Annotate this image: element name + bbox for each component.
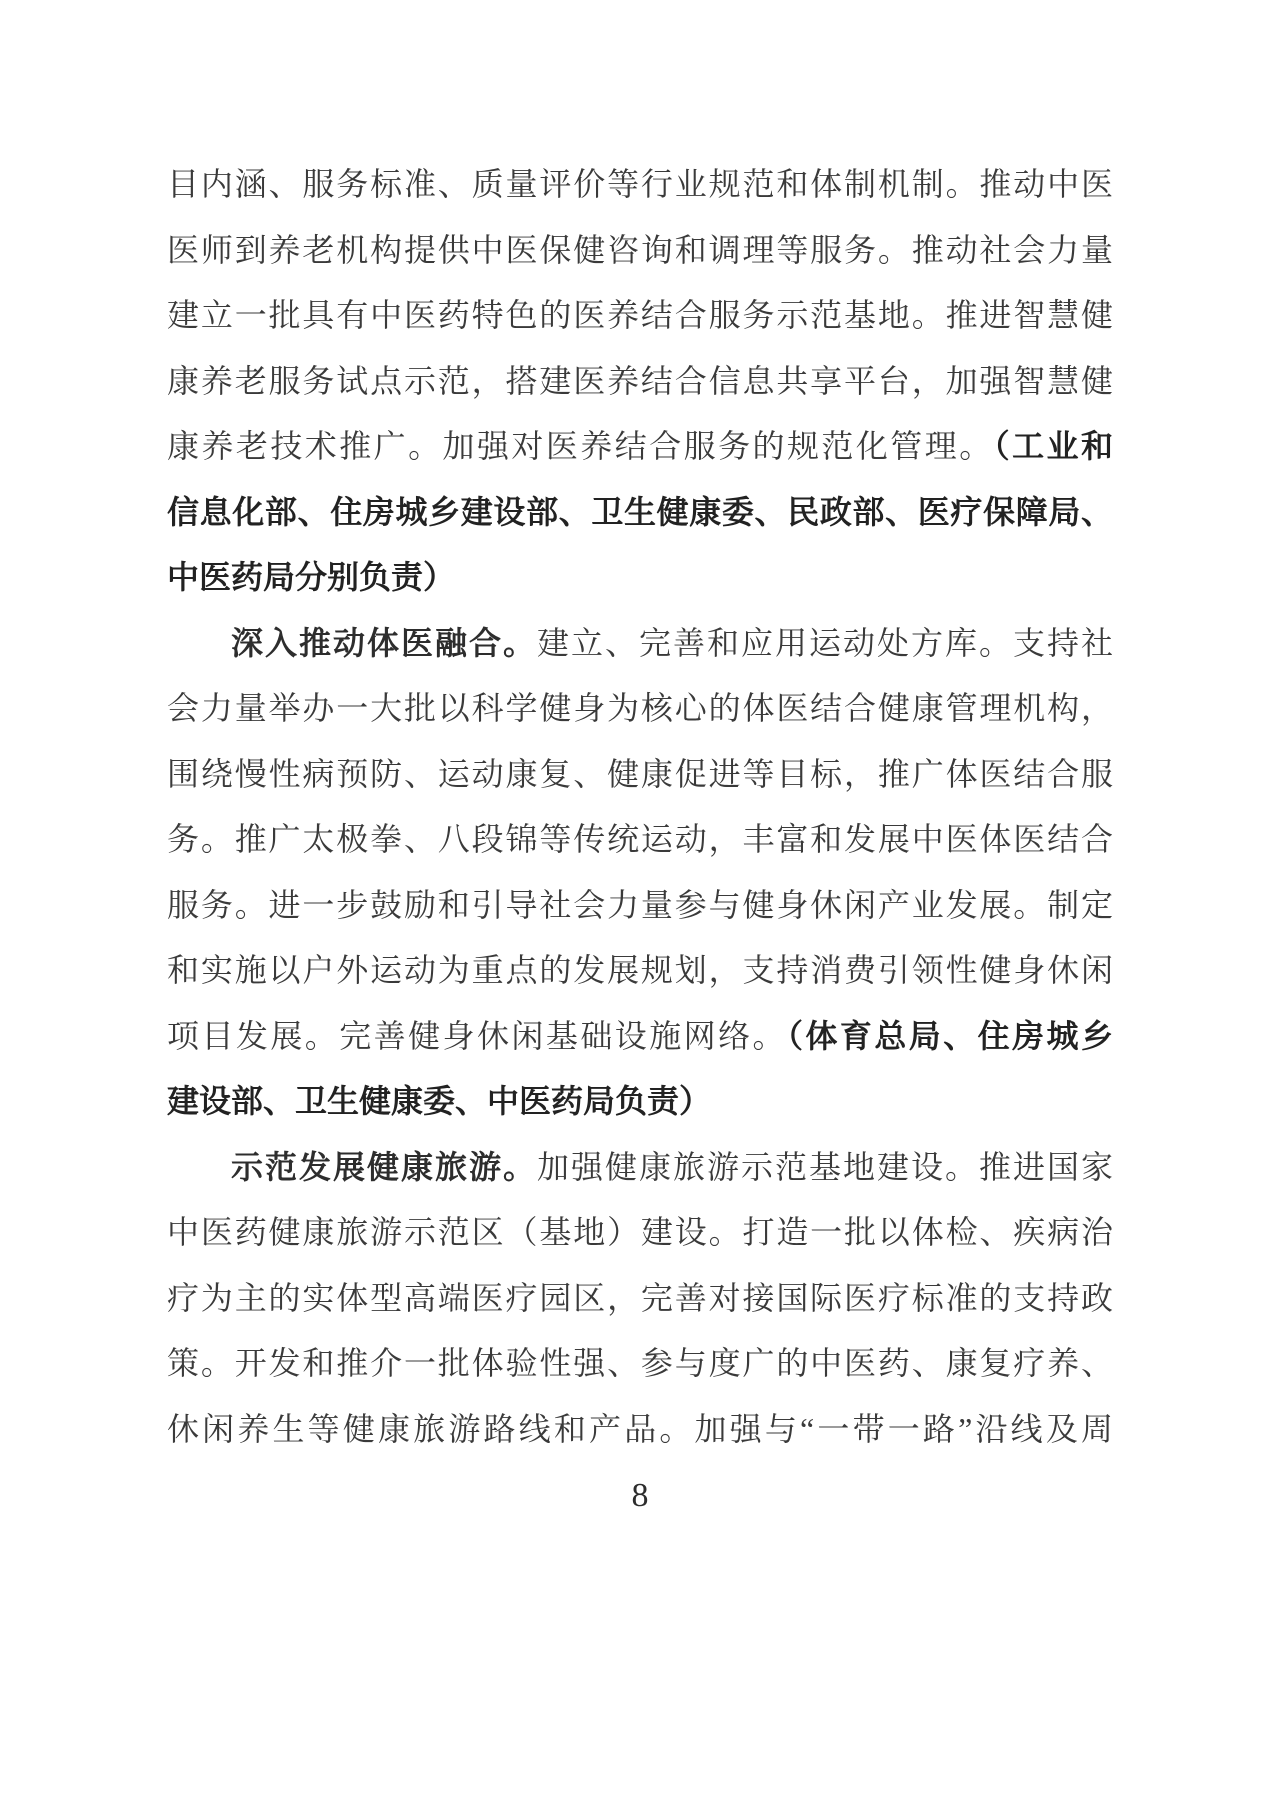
text-segment: 休闲养生等健康旅游路线和产品。加强与“一带一路”沿线及周 [167,1410,1113,1447]
text-segment: 疗为主的实体型高端医疗园区，完善对接国际医疗标准的支持政 [167,1279,1113,1316]
page-number: 8 [631,1477,649,1514]
text-line [167,1135,1113,1201]
text-line [167,218,1113,284]
text-block [167,152,1113,1462]
text-segment: 建立一批具有中医药特色的医养结合服务示范基地。推进智慧健 [167,297,1113,333]
text-segment: 和实施以户外运动为重点的发展规划，支持消费引领性健身休闲 [167,952,1113,988]
text-segment: 目内涵、服务标准、质量评价等行业规范和体制机制。推动中医 [167,166,1113,202]
text-segment: 深入推动体医融合。 [231,624,537,661]
text-line [167,1069,1113,1135]
text-line [167,742,1113,808]
text-line [167,480,1113,546]
text-line [167,676,1113,742]
text-segment: 中医药健康旅游示范区（基地）建设。打造一批以体检、疾病治 [167,1214,1113,1250]
text-segment: 信息化部、住房城乡建设部、卫生健康委、民政部、医疗保障局、 [167,493,1113,530]
text-segment: 建设部、卫生健康委、中医药局负责） [167,1083,712,1119]
text-segment: 围绕慢性病预防、运动康复、健康促进等目标，推广体医结合服 [167,755,1113,792]
text-segment: 会力量举办一大批以科学健身为核心的体医结合健康管理机构， [167,690,1113,726]
text-line [167,152,1113,218]
text-line [167,807,1113,873]
text-line [167,1397,1113,1463]
text-segment: （工业和 [993,428,1113,464]
text-segment: 服务。进一步鼓励和引导社会力量参与健身休闲产业发展。制定 [167,886,1113,923]
text-line [167,349,1113,415]
text-segment: 康养老服务试点示范，搭建医养结合信息共享平台，加强智慧健 [167,362,1113,399]
text-segment: （体育总局、住房城乡 [786,1017,1113,1054]
text-segment: 医师到养老机构提供中医保健咨询和调理等服务。推动社会力量 [167,231,1113,268]
text-segment: 加强健康旅游示范基地建设。推进国家 [537,1148,1113,1185]
text-line [167,938,1113,1004]
text-line [167,1331,1113,1397]
text-line [167,1004,1113,1070]
text-segment: 中医药局分别负责） [167,559,456,595]
text-segment: 务。推广太极拳、八段锦等传统运动，丰富和发展中医体医结合 [167,821,1113,857]
text-line [167,545,1113,611]
text-segment: 康养老技术推广。加强对医养结合服务的规范化管理。 [167,428,994,464]
text-segment: 项目发展。完善健身休闲基础设施网络。 [167,1017,787,1054]
text-line [167,873,1113,939]
text-segment: 建立、完善和应用运动处方库。支持社 [537,624,1113,661]
text-line [167,1200,1113,1266]
text-line [167,1266,1113,1332]
text-line [167,611,1113,677]
text-segment: 策。开发和推介一批体验性强、参与度广的中医药、康复疗养、 [167,1345,1113,1381]
text-line [167,283,1113,349]
text-segment: 示范发展健康旅游。 [231,1148,537,1185]
text-line [167,414,1113,480]
